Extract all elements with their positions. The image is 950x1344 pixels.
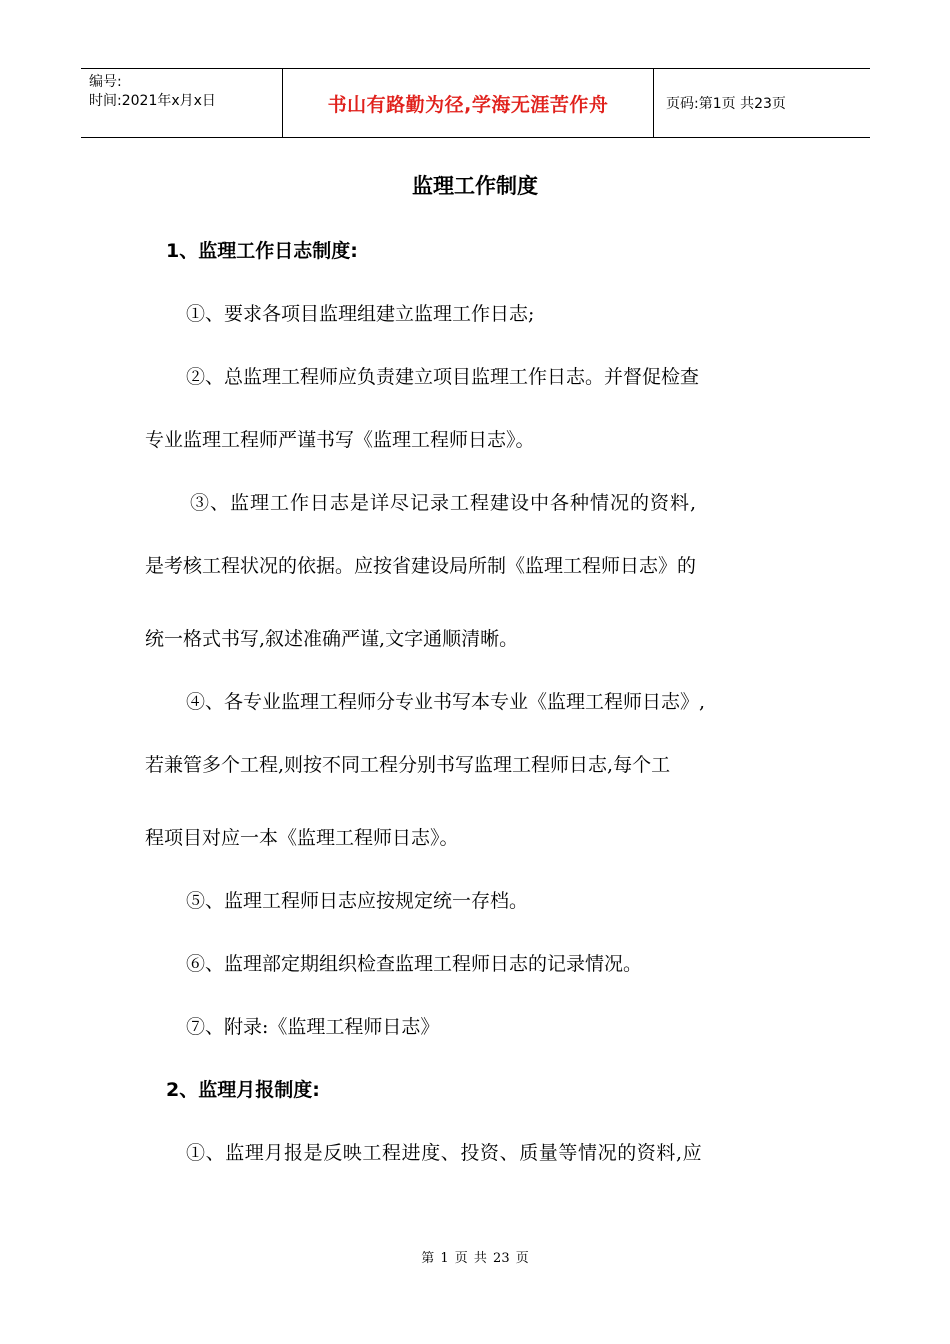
paragraph-line: ⑤、监理工程师日志应按规定统一存档。 (186, 890, 529, 912)
paragraph-line: ⑦、附录:《监理工程师日志》 (186, 1016, 440, 1038)
section-heading-1: 1、监理工作日志制度: (166, 240, 358, 262)
document-title: 监理工作制度 (412, 174, 538, 198)
paragraph-line: 专业监理工程师严谨书写《监理工程师日志》。 (145, 429, 535, 451)
header-meta (81, 69, 282, 137)
header-page-cell (654, 69, 870, 137)
paragraph-line: 若兼管多个工程,则按不同工程分别书写监理工程师日志,每个工 (145, 754, 671, 776)
header-motto-cell (282, 69, 654, 137)
page-footer: 第 1 页 共 23 页 (421, 1251, 529, 1266)
paragraph-line: 是考核工程状况的依据。应按省建设局所制《监理工程师日志》的 (145, 555, 697, 577)
document-date-label: 时间:2021年x月x日 (89, 93, 216, 109)
document-number-label: 编号: (89, 74, 122, 90)
paragraph-line: ①、要求各项目监理组建立监理工作日志; (186, 303, 535, 325)
page-header (81, 68, 870, 138)
paragraph-line: ⑥、监理部定期组织检查监理工程师日志的记录情况。 (186, 953, 643, 975)
paragraph-line: ②、总监理工程师应负责建立项目监理工作日志。并督促检查 (186, 366, 700, 388)
section-heading-2: 2、监理月报制度: (166, 1079, 320, 1101)
paragraph-line: 统一格式书写,叙述准确严谨,文字通顺清晰。 (145, 628, 519, 650)
header-page-info: 页码:第1页 共23页 (666, 96, 786, 112)
paragraph-line: 程项目对应一本《监理工程师日志》。 (145, 827, 459, 849)
paragraph-line: ①、监理月报是反映工程进度、投资、质量等情况的资料,应 (186, 1142, 703, 1164)
header-motto: 书山有路勤为径,学海无涯苦作舟 (327, 93, 609, 116)
paragraph-line: ④、各专业监理工程师分专业书写本专业《监理工程师日志》, (186, 691, 706, 713)
paragraph-line: ③、监理工作日志是详尽记录工程建设中各种情况的资料, (190, 492, 698, 514)
